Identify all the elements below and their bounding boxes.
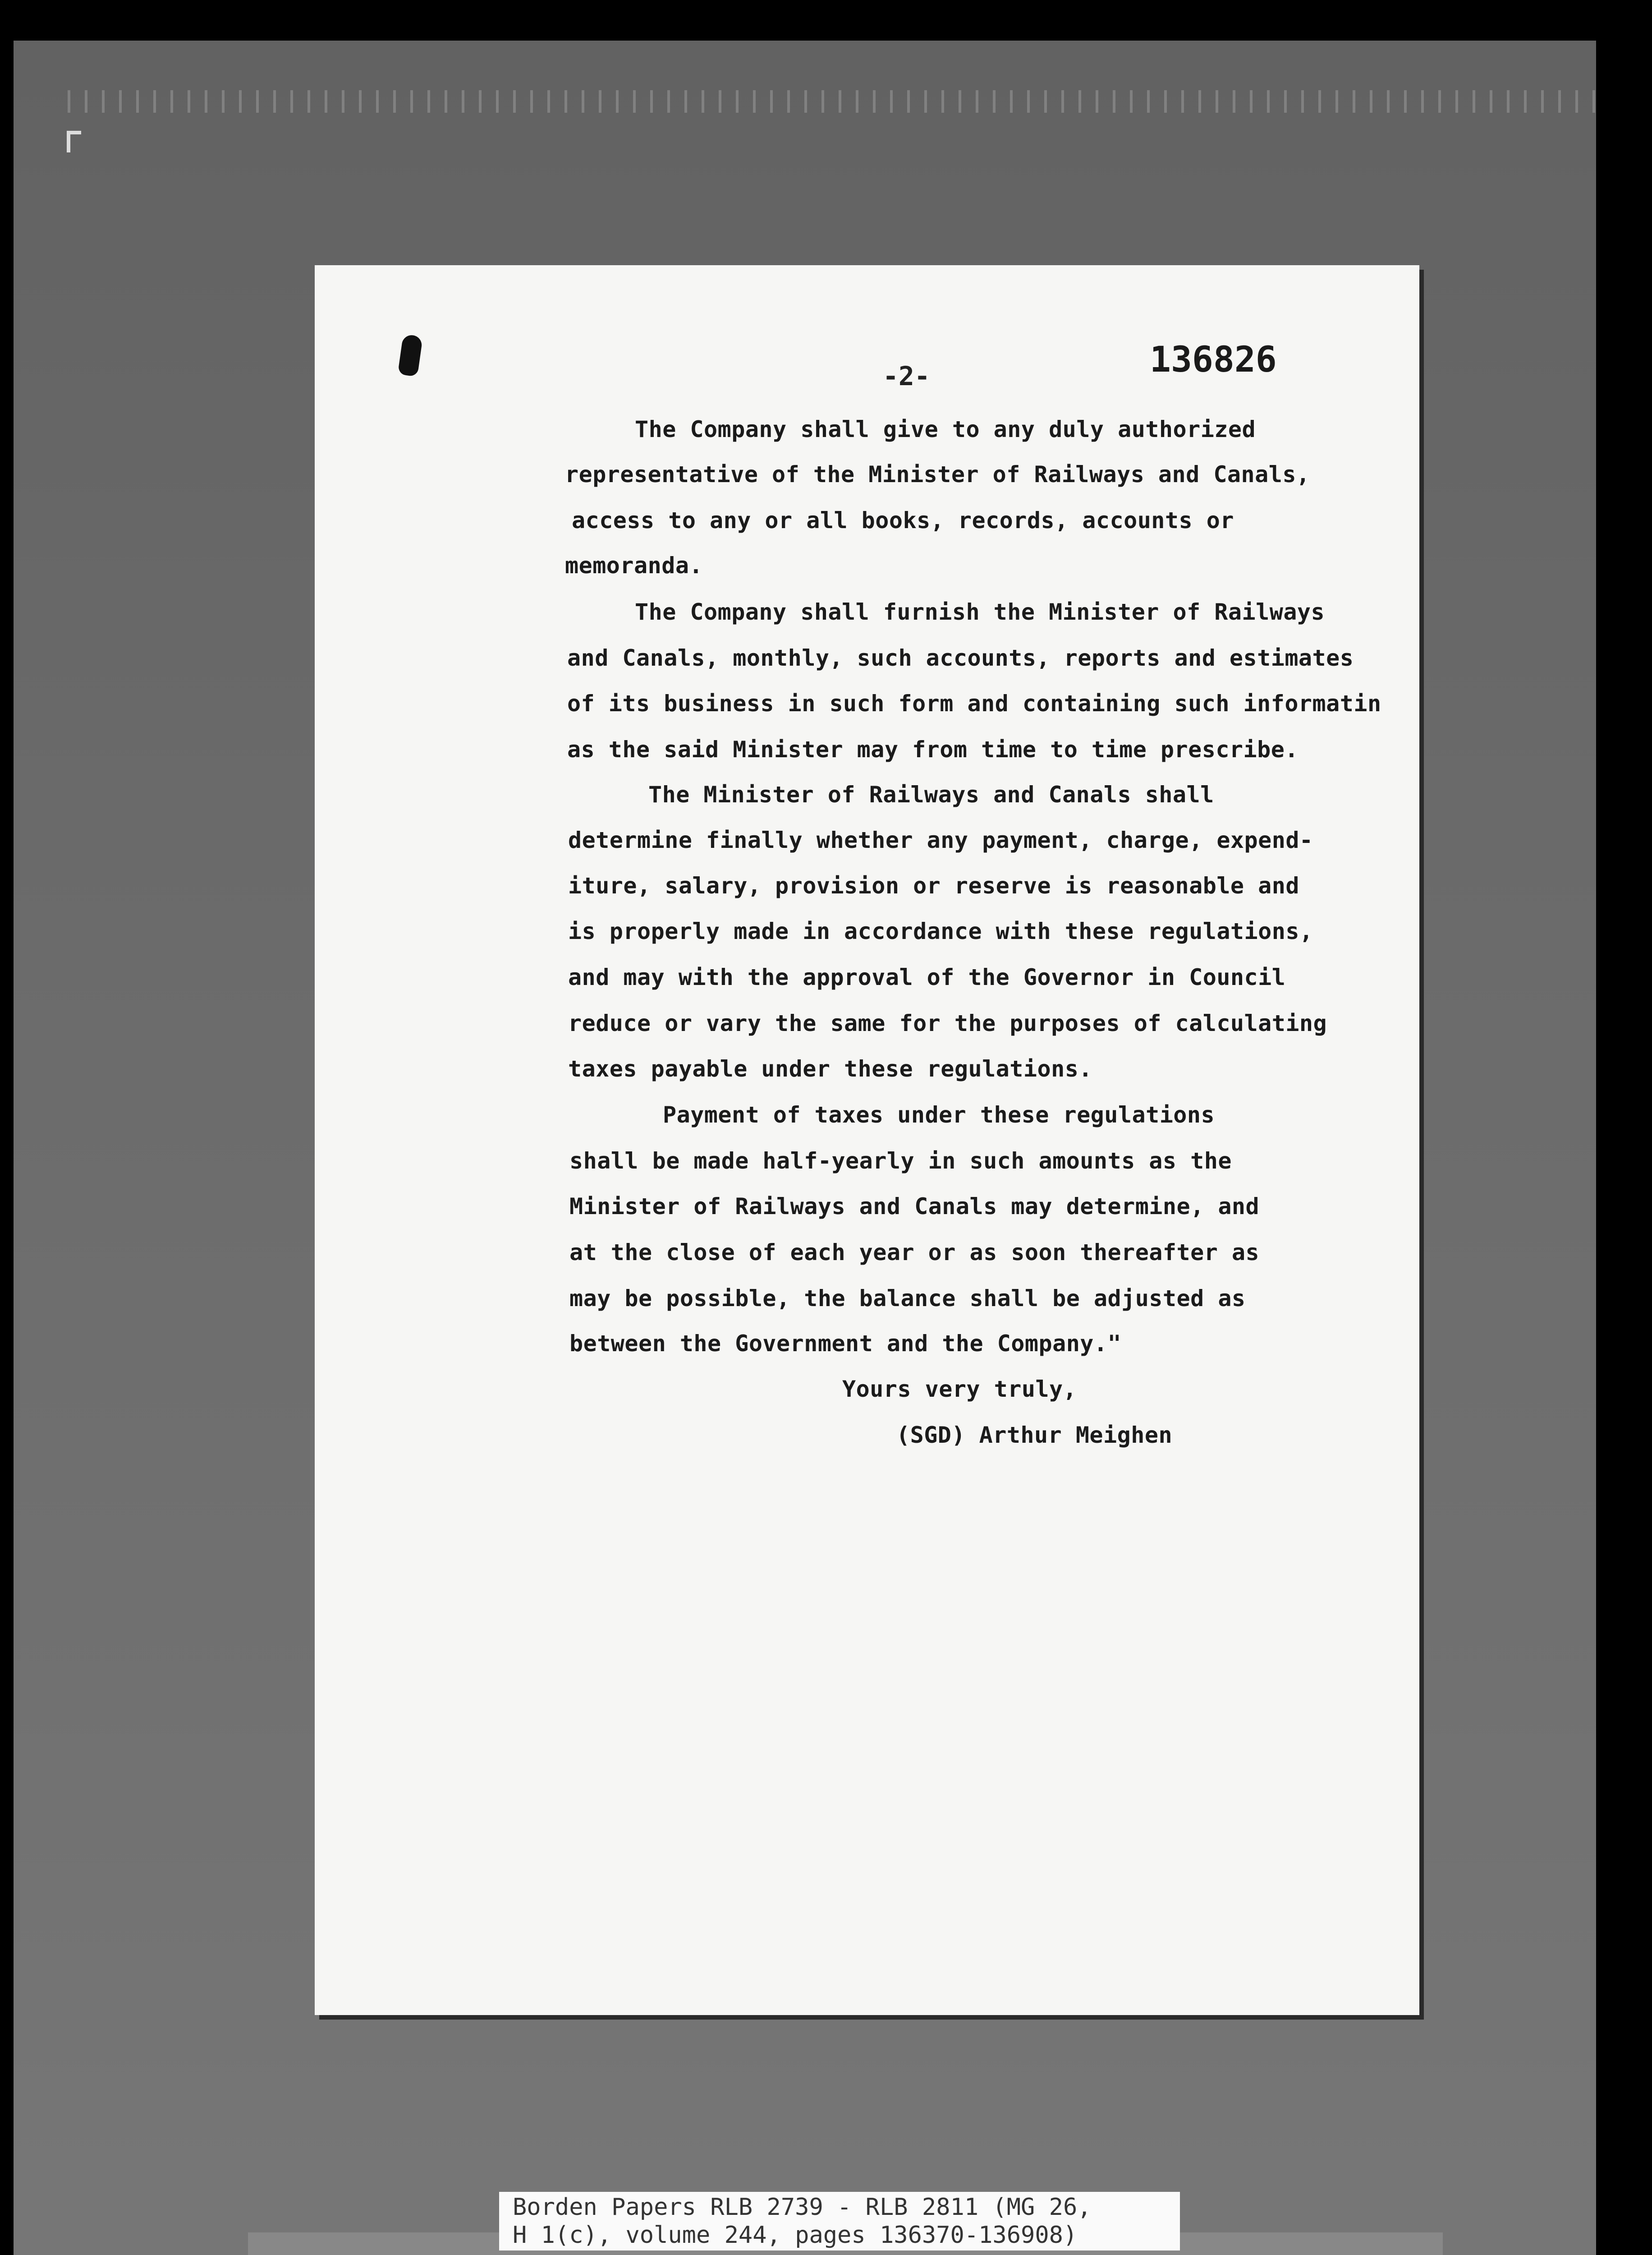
- microfilm-scan: [14, 41, 1596, 2255]
- text-line: The Company shall give to any duly authorized: [635, 416, 1256, 442]
- text-line: at the close of each year or as soon thereafter as: [569, 1239, 1260, 1266]
- film-edge-speckle: [68, 90, 1596, 113]
- text-line: and Canals, monthly, such accounts, reports and estimates: [567, 645, 1354, 671]
- text-line: Payment of taxes under these regulations: [663, 1102, 1215, 1128]
- reference-label-line2: H 1(c), volume 244, pages 136370-136908): [513, 2222, 1078, 2249]
- reference-label-line1: Borden Papers RLB 2739 - RLB 2811 (MG 26,: [513, 2194, 1092, 2221]
- document-number: 136826: [1150, 340, 1277, 380]
- document-page: [315, 265, 1419, 2015]
- text-line: The Company shall furnish the Minister of Railways: [635, 599, 1325, 625]
- text-line: representative of the Minister of Railways and Canals,: [565, 461, 1310, 488]
- text-line: iture, salary, provision or reserve is reasonable and: [568, 873, 1299, 899]
- text-line: of its business in such form and containing such informatin: [567, 690, 1381, 717]
- text-line: determine finally whether any payment, charge, expend-: [568, 827, 1313, 853]
- text-line: and may with the approval of the Governor in Council: [568, 964, 1286, 990]
- text-line: access to any or all books, records, accounts or: [572, 507, 1234, 534]
- closing-salutation: Yours very truly,: [842, 1376, 1077, 1402]
- film-corner-mark: [67, 131, 81, 152]
- reference-label: [499, 2192, 1180, 2250]
- text-line: is properly made in accordance with these regulations,: [568, 918, 1313, 944]
- text-line: The Minister of Railways and Canals shall: [648, 782, 1214, 808]
- page-number: -2-: [883, 361, 930, 391]
- text-line: as the said Minister may from time to time prescribe.: [567, 736, 1299, 763]
- text-line: memoranda.: [565, 552, 703, 579]
- text-line: Minister of Railways and Canals may determine, and: [569, 1193, 1260, 1220]
- punch-hole: [398, 334, 423, 377]
- signature-line: (SGD) Arthur Meighen: [896, 1422, 1173, 1448]
- text-line: reduce or vary the same for the purposes of calculating: [568, 1010, 1327, 1036]
- text-line: shall be made half-yearly in such amounts as the: [569, 1148, 1232, 1174]
- text-line: between the Government and the Company.": [569, 1330, 1122, 1357]
- text-line: taxes payable under these regulations.: [568, 1056, 1092, 1082]
- text-line: may be possible, the balance shall be adjusted as: [569, 1285, 1246, 1312]
